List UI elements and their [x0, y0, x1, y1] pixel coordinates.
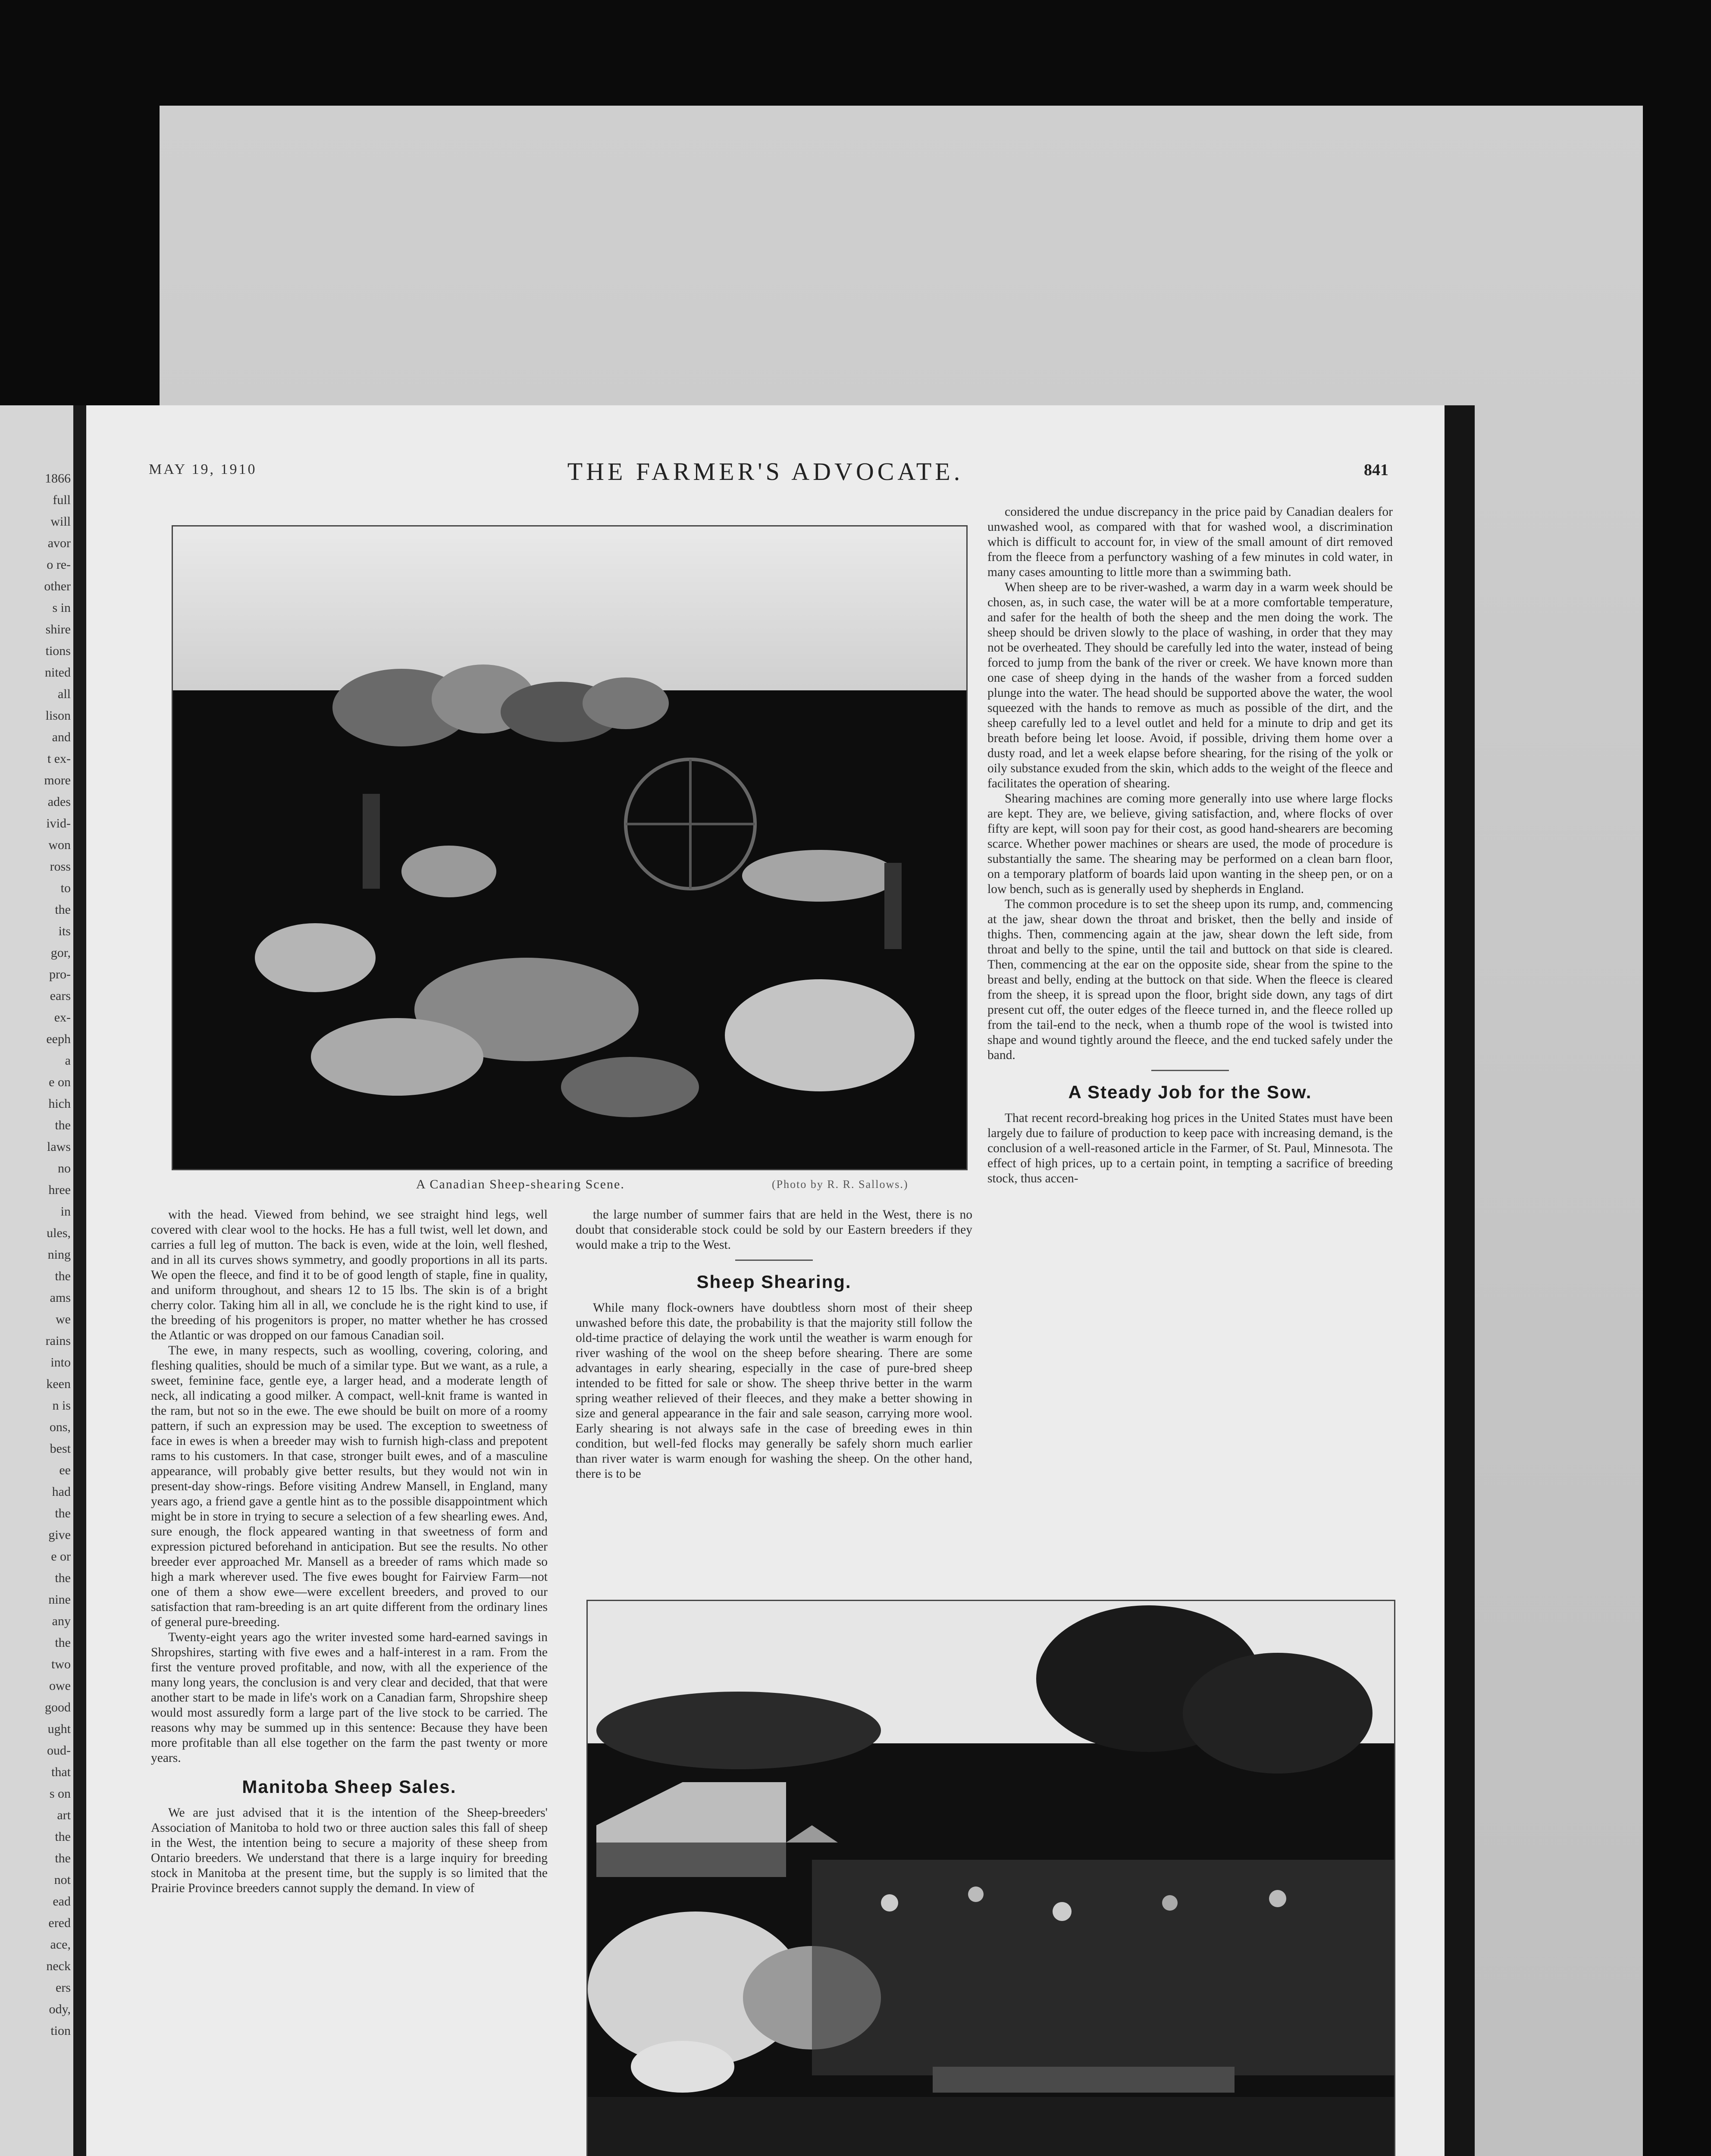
left-page-word: full: [53, 493, 71, 507]
left-page-word: best: [50, 1442, 71, 1456]
left-page-word: n is: [52, 1398, 71, 1413]
column-middle: [576, 1207, 972, 1587]
right-paragraph-2: When sheep are to be river-washed, a warm day in a warm week should be chosen, as, in such case, the water will be at a more comfortable temperature, and safer for the health of both the sheep and the men doing the work. The sheep should be driven slowly to the place of washing, in order that they may not be overheated. They should be carefully led into the water, instead of being forced to jump from the bank of the river or creek. We have known more than one case of sheep dying in the hands of the washer from a forced sudden plunge into the water. The head should be supported above the water, the wool squeezed with the hands to remove as much as possible of the dirt, and the sheep carefully led to a level outlet and held for a minute to drip and get its breath before being let loose. Avoid, if possible, driving them home over a dusty road, and let a week elapse before shearing, for the rising of the yolk or oily substance exuded from the skin, which adds to the weight of the fleece and facilitates the operation of shearing.: [987, 580, 1393, 790]
left-page-word: the: [55, 1571, 71, 1585]
left-page-word: nited: [45, 665, 71, 680]
left-page-word: ons,: [49, 1420, 71, 1434]
left-page-word: that: [51, 1765, 71, 1779]
left-page-word: the: [55, 1118, 71, 1132]
sow-paragraph-1: That recent record-breaking hog prices in the United States must have been largely due to failure of production to keep pace with increasing demand, is the conclusion of a well-reasoned article in the Farmer, of St. Paul, Minnesota. The effect of high prices, up to a certain point, in tempting a sacrifice of breeding stock, thus accen-: [987, 1111, 1393, 1185]
top-photo-credit: [772, 1178, 909, 1191]
left-page-word: eeph: [46, 1032, 71, 1046]
top-caption-text: A Canadian Sheep-shearing Scene.: [416, 1177, 625, 1191]
left-page-word: good: [45, 1700, 71, 1714]
photo-old-country-sheep-shearing: [586, 1600, 1395, 2156]
left-page-word: any: [52, 1614, 71, 1628]
left-page-word: o re-: [47, 558, 71, 572]
left-page-word: laws: [47, 1140, 71, 1154]
left-page-word: lison: [45, 708, 71, 723]
left-page-word: will: [50, 514, 71, 529]
newspaper-page: [86, 405, 1445, 2156]
left-page-word: its: [58, 924, 71, 938]
left-page-word: gor,: [50, 946, 71, 960]
left-page-word: ross: [50, 859, 71, 874]
section-divider: [735, 1260, 813, 1261]
left-page-word: two: [51, 1657, 71, 1671]
left-page-word: ades: [47, 795, 71, 809]
right-paragraph-4: The common procedure is to set the sheep upon its rump, and, commencing at the jaw, shear down the throat and brisket, then the belly and inside of thighs. Then, commencing again at the jaw, shear down the left side, from throat and belly to the spine, until the tail and buttock on that side is cleared. Then, commencing at the ear on the opposite side, shear from the spine to the breast and belly, ending at the buttock on that side. When the fleece is cleared from the sheep, it is spread upon the floor, bright side down, any tags of dirt present cut off, the outer edges of the fleece turned in, and the fleece rolled up from the tail-end to the neck, when a thumb rope of the wool is twisted into shape and wound tightly around the fleece, and the end tucked safely under the band.: [987, 897, 1393, 1062]
left-page-word: ning: [47, 1247, 71, 1262]
left-page-word: hich: [48, 1097, 71, 1111]
left-page-word: the: [55, 1636, 71, 1650]
left-page-word: rains: [45, 1334, 71, 1348]
left-page-word: ers: [56, 1981, 71, 1995]
page-shadow: [1445, 405, 1475, 2156]
top-credit-text: (Photo by R. R. Sallows.): [772, 1178, 909, 1191]
right-paragraph-3: Shearing machines are coming more generally into use where large flocks are kept. They are, we believe, giving satisfaction, and, where flocks of over fifty are kept, will soon pay for their cost, as good hand-shearers are becoming scarce. Whether power machines or shears are used, the mode of procedure is substantially the same. The shearing may be performed on a clean barn floor, on a temporary platform of boards laid upon wanting in the sheep pen, or on a low bench, such as is generally used by shepherds in England.: [987, 792, 1393, 896]
left-page-word: e or: [51, 1549, 71, 1564]
left-paragraph-2: The ewe, in many respects, such as woolling, covering, coloring, and fleshing qualities, should be much of a similar type. But we want, as a rule, a sweet, feminine face, gentle eye, a larger head, and a moderate length of neck, all indicating a good milker. A compact, well-knit frame is wanted in the ram, but not so in the ewe. The ewe should be built on more of a roomy pattern, if such an expression may be used. The exception to sweetness of face in ewes is when a breeder may wish to furnish high-class and prepotent rams to his customers. In that case, stronger built ewes, and of a masculine appearance, will probably give better results, but they would not win in present-day show-rings. Before visiting Andrew Mansell, in England, many years ago, a friend gave a gentle hint as to the possible disappointment which might be in store in trying to secure a selection of a few shearling ewes. And, sure enough, the flock appeared wanting in that sweetness of form and expression pictured beforehand in anticipation. But see the results. No other breeder ever approached Mr. Mansell as a breeder of rams which made so high a mark wherever used. The five ewes bought for Fairview Farm—not one of them a show ewe—were excellent breeders, and proved to our satisfaction that ram-breeding is an art quite different from the ordinary lines of general pure-breeding.: [151, 1344, 548, 1629]
left-page-word: pro-: [49, 967, 71, 981]
heading-manitoba-sheep-sales: Manitoba Sheep Sales.: [242, 1777, 457, 1797]
left-page-word: into: [50, 1355, 71, 1369]
left-page-word: ex-: [54, 1010, 71, 1025]
page-gutter: [73, 405, 86, 2156]
left-page-word: avor: [47, 536, 71, 550]
left-page-word: all: [58, 687, 71, 701]
left-page-word: the: [55, 1269, 71, 1283]
left-page-word: ams: [50, 1291, 71, 1305]
shearing-paragraph-1: While many flock-owners have doubtless shorn most of their sheep unwashed before this date, the probability is that the majority still follow the old-time practice of delaying the work until the weather is warm enough for river washing of the wool on the sheep before shearing. There are some advantages in early shearing, especially in the case of pure-bred sheep intended to be fitted for sale or show. The sheep thrive better in the warm spring weather relieved of their fleeces, and they make a better showing in size and general appearance in the fair and sale season, carrying more wool. Early shearing is not always safe in the case of breeding ewes in thin condition, but well-fed flocks may generally be safely shorn much earlier than river water is warm enough for washing the sheep. On the other hand, there is to be: [576, 1301, 972, 1481]
left-paragraph-3: Twenty-eight years ago the writer invested some hard-earned savings in Shropshires, starting with five ewes and a half-interest in a ram. From the first the venture proved profitable, and now, with all the experience of the many long years, the conclusion is and very clear and decided, that that were another start to be made in life's work on a Canadian farm, Shropshire sheep would most assuredly form a large part of the live stock to be carried. The reasons why may be summed up in this sentence: Because they have been more profitable than all else together on the farm the past twenty or more years.: [151, 1630, 548, 1765]
column-left: [151, 1207, 548, 2156]
left-page-word: tion: [50, 2024, 71, 2038]
left-page-word: tions: [45, 644, 71, 658]
left-page-word: t ex-: [47, 752, 71, 766]
left-page-word: ears: [50, 989, 71, 1003]
left-page-word: nine: [48, 1592, 71, 1607]
masthead-title: THE FARMER'S ADVOCATE.: [567, 458, 964, 486]
photo-image-bottom: [588, 1601, 1394, 2156]
left-page-word: shire: [45, 622, 71, 636]
left-page-word: the: [55, 903, 71, 917]
manitoba-paragraph-1: We are just advised that it is the intention of the Sheep-breeders' Association of Manitoba to hold two or three auction sales this fall of sheep in the West, the intention being to secure a majority of these sheep from Ontario breeders. We understand that there is a large inquiry for breeding stock in Manitoba at the present time, but the supply is so limited that the Prairie Province breeders cannot supply the demand. In view of: [151, 1806, 548, 1895]
left-page-word: ered: [48, 1916, 71, 1930]
left-page-word: art: [57, 1808, 71, 1822]
left-page-word: e on: [49, 1075, 71, 1089]
left-page-word: we: [56, 1312, 71, 1326]
left-page-word: s on: [49, 1786, 71, 1801]
page-header: [86, 457, 1445, 486]
left-page-word: no: [58, 1161, 71, 1175]
left-page-word: and: [52, 730, 71, 744]
left-page-word: hree: [48, 1183, 71, 1197]
top-photo-caption: [416, 1177, 625, 1192]
left-page-word: the: [55, 1506, 71, 1520]
left-page-word: ody,: [49, 2002, 71, 2016]
left-page-word: to: [60, 881, 71, 895]
left-page-fragment: [0, 405, 73, 2156]
heading-steady-job-sow: A Steady Job for the Sow.: [1068, 1082, 1312, 1102]
left-page-word: more: [44, 773, 71, 787]
left-page-word: had: [52, 1485, 71, 1499]
left-page-word: s in: [52, 601, 71, 615]
left-page-word: keen: [46, 1377, 71, 1391]
left-page-word: the: [55, 1830, 71, 1844]
middle-paragraph-1: the large number of summer fairs that are held in the West, there is no doubt that considerable stock could be sold by our Eastern breeders if they would make a trip to the West.: [576, 1208, 972, 1252]
left-page-word: ivid-: [46, 816, 71, 830]
left-page-word: won: [48, 838, 71, 852]
left-page-word: ead: [53, 1894, 71, 1908]
photo-canadian-sheep-shearing: [172, 525, 968, 1170]
left-page-word: ught: [47, 1722, 71, 1736]
left-page-word: the: [55, 1851, 71, 1865]
right-paragraph-1: considered the undue discrepancy in the price paid by Canadian dealers for unwashed wool, as compared with that for washed wool, a discrimination which is difficult to account for, in view of the small amount of dirt removed from the fleece from a perfunctory washing of a few minutes in cold water, in many cases amounting to little more than a swimming bath.: [987, 505, 1393, 579]
section-divider-right: [1151, 1070, 1229, 1071]
heading-sheep-shearing: Sheep Shearing.: [696, 1272, 852, 1292]
left-paragraph-1: with the head. Viewed from behind, we see straight hind legs, well covered with clear wool to the hocks. He has a full twist, well let down, and carries a full leg of mutton. The back is even, wide at the loin, well fleshed, and in all its curves shows symmetry, and goodly proportions in all its parts. We open the fleece, and find it to be of good length of staple, fine in quality, and uniform throughout, and shears 12 to 15 lbs. The skin is of a bright cherry color. Taking him all in all, we conclude he is the right kind to use, if the breeding of his progenitors is proper, no matter whether he has crossed the Atlantic or was dropped on our famous Canadian soil.: [151, 1208, 548, 1342]
left-page-word: not: [54, 1873, 71, 1887]
left-page-word: ace,: [50, 1937, 71, 1952]
left-page-word: 1866: [45, 471, 71, 486]
page-number: 841: [1364, 461, 1388, 479]
left-page-word: a: [65, 1053, 71, 1068]
left-page-word: neck: [46, 1959, 71, 1973]
left-page-word: give: [48, 1528, 71, 1542]
left-page-word: ee: [59, 1463, 71, 1477]
left-page-word: ules,: [47, 1226, 71, 1240]
header-date: MAY 19, 1910: [149, 461, 257, 477]
left-page-word: owe: [49, 1679, 71, 1693]
left-page-word: other: [44, 579, 71, 593]
photo-image: [173, 526, 966, 1169]
left-page-word: in: [60, 1204, 71, 1219]
left-page-word: oud-: [47, 1743, 71, 1758]
column-right: [987, 505, 1393, 1574]
